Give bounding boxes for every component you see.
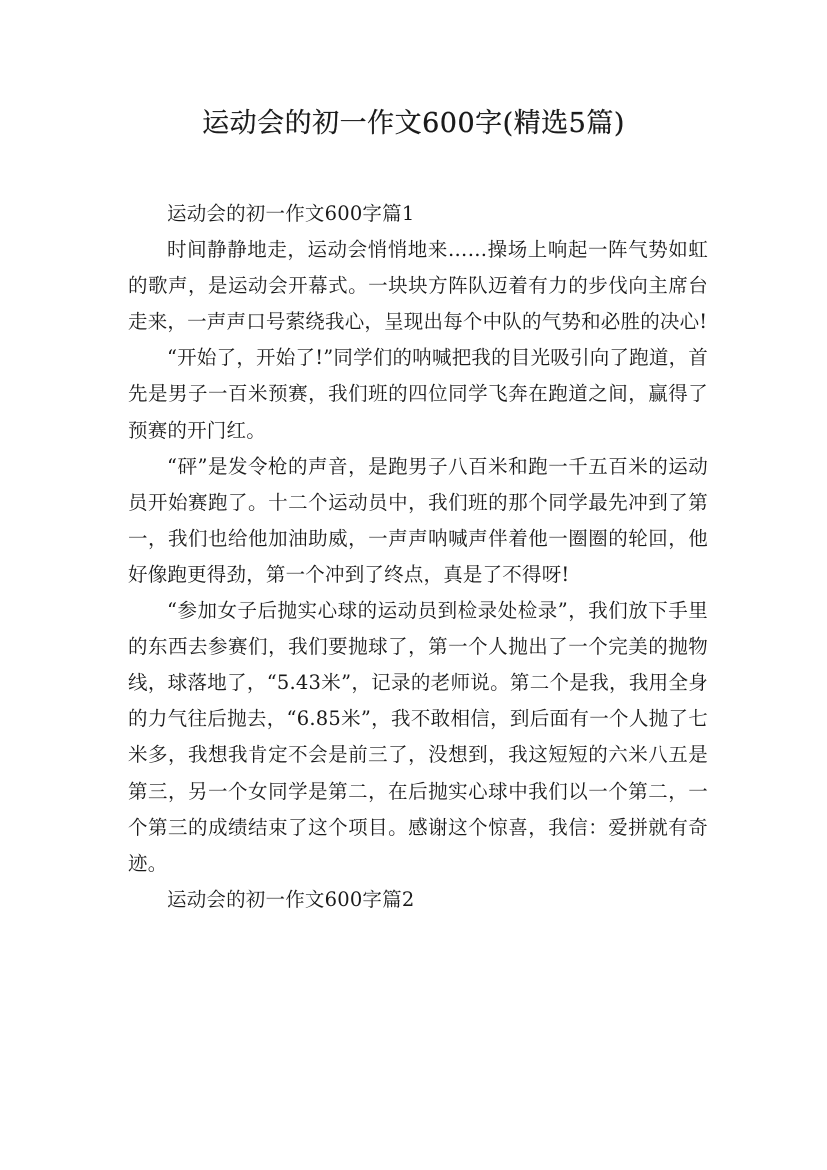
paragraph: “开始了，开始了!”同学们的呐喊把我的目光吸引向了跑道，首先是男子一百米预赛，我们班的四位同学飞奔在跑道之间，赢得了预赛的开门红。: [128, 346, 708, 442]
document-title: 运动会的初一作文600字(精选5篇): [202, 108, 625, 139]
section-heading: 运动会的初一作文600字篇2: [167, 887, 415, 911]
paragraph: “砰”是发令枪的声音，是跑男子八百米和跑一千五百米的运动员开始赛跑了。十二个运动员中，我们班的那个同学最先冲到了第一，我们也给他加油助威，一声声呐喊声伴着他一圈圈的轮回，他好像跑更得劲，第一个冲到了终点，真是了不得呀!: [128, 454, 708, 586]
section-heading: 运动会的初一作文600字篇1: [167, 202, 415, 225]
document-body: [128, 196, 708, 918]
paragraph: 时间静静地走，运动会悄悄地来……操场上响起一阵气势如虹的歌声，是运动会开幕式。一块块方阵队迈着有力的步伐向主席台走来，一声声口号萦绕我心，呈现出每个中队的气势和必胜的决心!: [128, 238, 708, 334]
paragraph: “参加女子后抛实心球的运动员到检录处检录”，我们放下手里的东西去参赛们，我们要抛球了，第一个人抛出了一个完美的抛物线，球落地了，“5.43米”，记录的老师说。第二个是我，我用全身的力气往后抛去，“6.85米”，我不敢相信，到后面有一个人抛了七米多，我想我肯定不会是前三了，没想到，我这短短的六米八五是第三，另一个女同学是第二，在后抛实心球中我们以一个第二，一个第三的成绩结束了这个项目。感谢这个惊喜，我信：爱拼就有奇迹。: [128, 599, 708, 875]
